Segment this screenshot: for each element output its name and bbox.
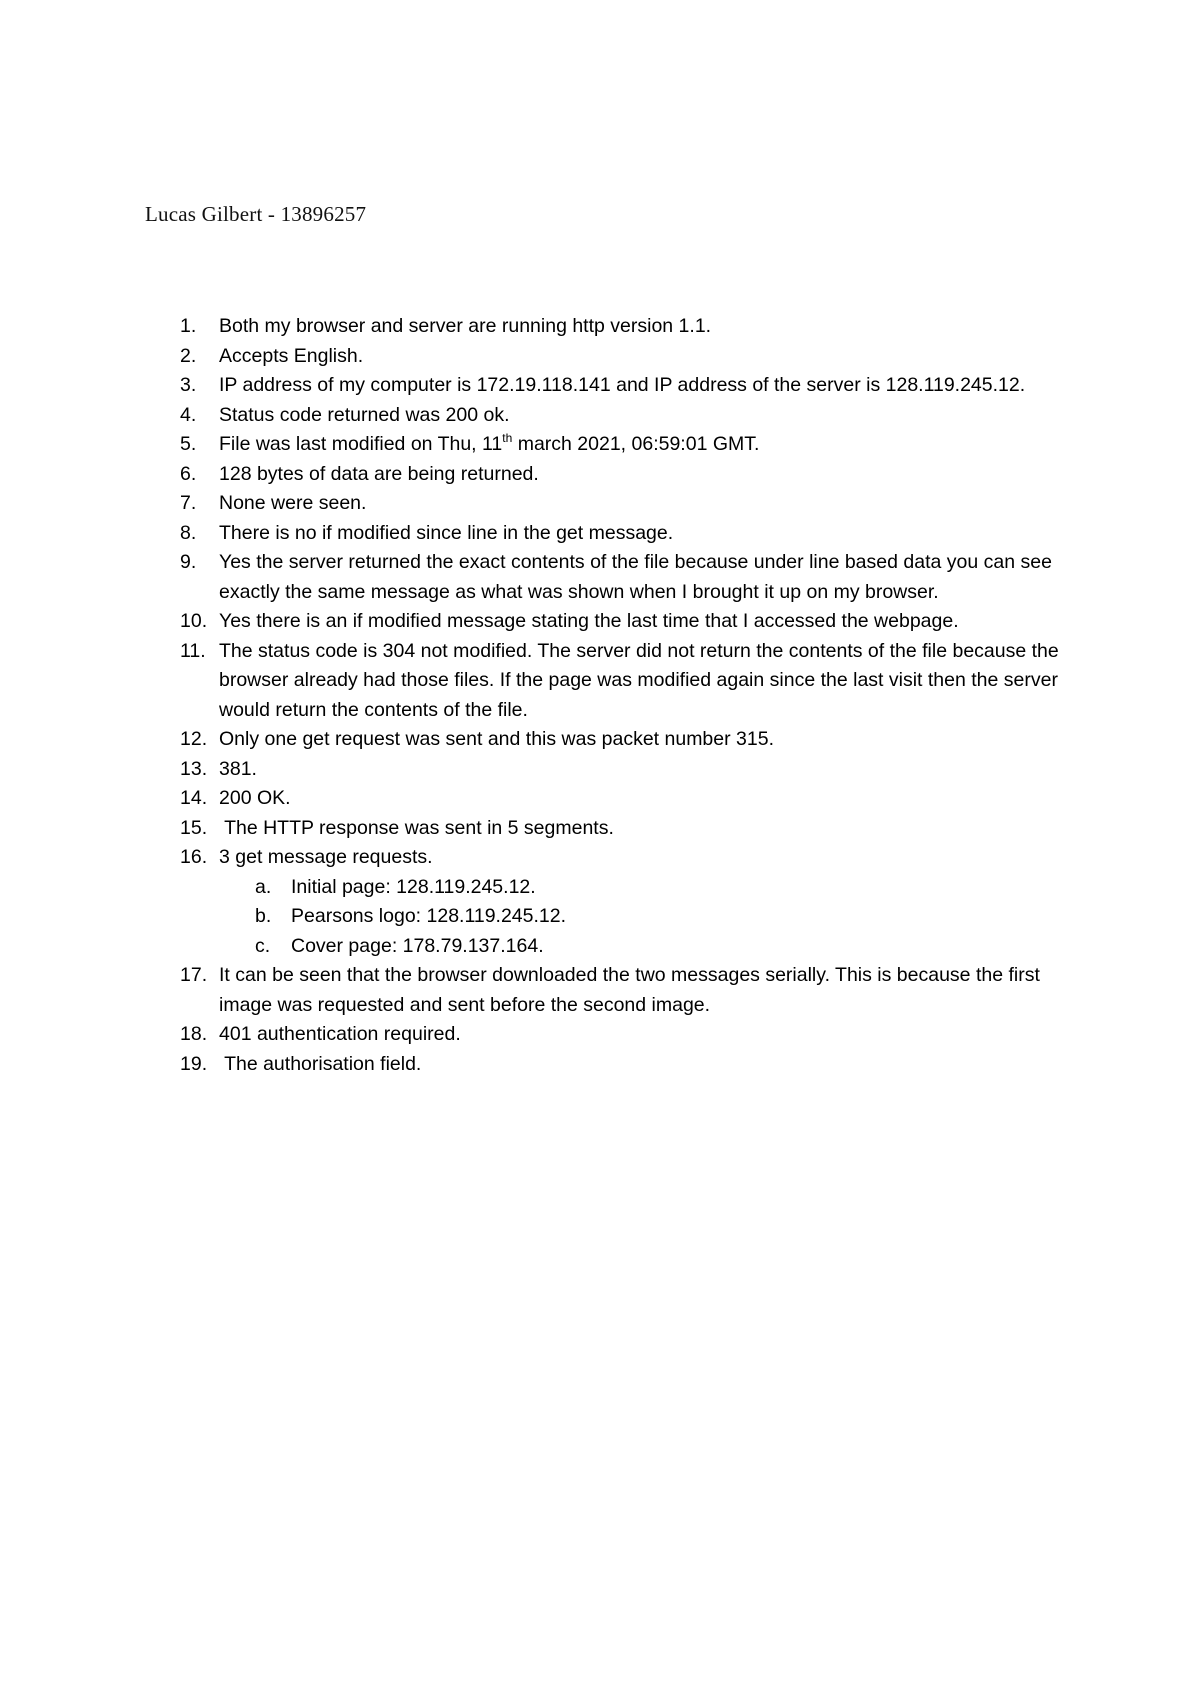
list-item xyxy=(0,489,1069,519)
list-item xyxy=(0,460,1069,490)
list-item xyxy=(0,342,1069,372)
list-item xyxy=(0,430,1069,460)
list-item xyxy=(0,1020,1069,1050)
item-number: 15. xyxy=(180,816,208,839)
item-text xyxy=(219,430,1069,460)
sub-list-item xyxy=(219,902,1069,932)
item-text: 128 bytes of data are being returned. xyxy=(219,462,539,485)
item-text: Yes the server returned the exact contents of the file because under line based data you can see exactly the same message as what was shown when I brought it up on my browser. xyxy=(219,551,1052,603)
list-item xyxy=(0,1050,1069,1080)
item-text: The authorisation field. xyxy=(219,1052,422,1075)
list-item xyxy=(0,371,1069,401)
list-item xyxy=(0,312,1069,342)
item-text: It can be seen that the browser downloaded the two messages serially. This is because the first image was requested and sent before the second image. xyxy=(219,964,1040,1016)
author-line: Lucas Gilbert - 13896257 xyxy=(145,202,367,226)
item-number: 12. xyxy=(180,728,208,750)
item-text: Only one get request was sent and this was packet number 315. xyxy=(219,728,774,750)
list-item xyxy=(0,814,1069,844)
list-item xyxy=(0,961,1069,1020)
item-number: 6. xyxy=(180,462,197,485)
sub-list xyxy=(219,873,1069,962)
list-item xyxy=(0,548,1069,607)
item-number: 10. xyxy=(180,610,208,632)
item-text: 381. xyxy=(219,757,257,780)
list-item xyxy=(0,755,1069,785)
item-number: 18. xyxy=(180,1023,208,1045)
sub-item-letter: a. xyxy=(255,875,272,898)
list-item xyxy=(0,843,1069,961)
item-number: 2. xyxy=(180,344,197,367)
item-text: 200 OK. xyxy=(219,787,291,809)
list-item xyxy=(0,725,1069,755)
item-text: Status code returned was 200 ok. xyxy=(219,403,510,426)
item-text: IP address of my computer is 172.19.118.141 and IP address of the server is 128.119.245.12. xyxy=(219,374,1026,396)
item-number: 5. xyxy=(180,433,197,455)
item-text: 3 get message requests. xyxy=(219,846,433,868)
item-number: 4. xyxy=(180,403,197,426)
item-number: 8. xyxy=(180,521,197,544)
item-text-part: File was last modified on Thu, 11 xyxy=(219,433,503,455)
item-number: 19. xyxy=(180,1052,208,1075)
item-text: The HTTP response was sent in 5 segments. xyxy=(219,816,614,839)
item-text: Yes there is an if modified message stating the last time that I accessed the webpage. xyxy=(219,610,959,632)
item-number: 13. xyxy=(180,757,208,780)
item-text: The status code is 304 not modified. The server did not return the contents of the file because the browser already had those files. If the page was modified again since the last visit then the server would return the contents of the file. xyxy=(219,639,1059,721)
item-text: Both my browser and server are running http version 1.1. xyxy=(219,315,712,337)
item-text: 401 authentication required. xyxy=(219,1023,461,1045)
item-number: 7. xyxy=(180,492,197,514)
item-number: 17. xyxy=(180,964,208,986)
item-text-part: march 2021, 06:59:01 GMT. xyxy=(512,433,760,455)
item-number: 14. xyxy=(180,787,208,809)
sub-item-letter: c. xyxy=(255,934,271,957)
list-item xyxy=(0,607,1069,637)
list-item xyxy=(0,784,1069,814)
list-item xyxy=(0,637,1069,726)
sub-list-item xyxy=(219,873,1069,903)
item-number: 3. xyxy=(180,374,197,396)
ordinal-superscript: th xyxy=(502,430,513,445)
list-item xyxy=(0,519,1069,549)
item-number: 9. xyxy=(180,551,197,573)
item-number: 1. xyxy=(180,315,197,337)
answer-list xyxy=(0,312,1200,1079)
item-number: 16. xyxy=(180,846,208,868)
item-text: None were seen. xyxy=(219,492,367,514)
item-number: 11. xyxy=(180,639,206,662)
sub-item-text: Pearsons logo: 128.119.245.12. xyxy=(291,905,567,927)
item-text: Accepts English. xyxy=(219,344,364,367)
item-text: There is no if modified since line in the get message. xyxy=(219,521,674,544)
sub-item-text: Cover page: 178.79.137.164. xyxy=(291,934,544,957)
sub-item-text: Initial page: 128.119.245.12. xyxy=(291,875,536,898)
list-item xyxy=(0,401,1069,431)
sub-list-item xyxy=(219,932,1069,962)
sub-item-letter: b. xyxy=(255,905,272,927)
